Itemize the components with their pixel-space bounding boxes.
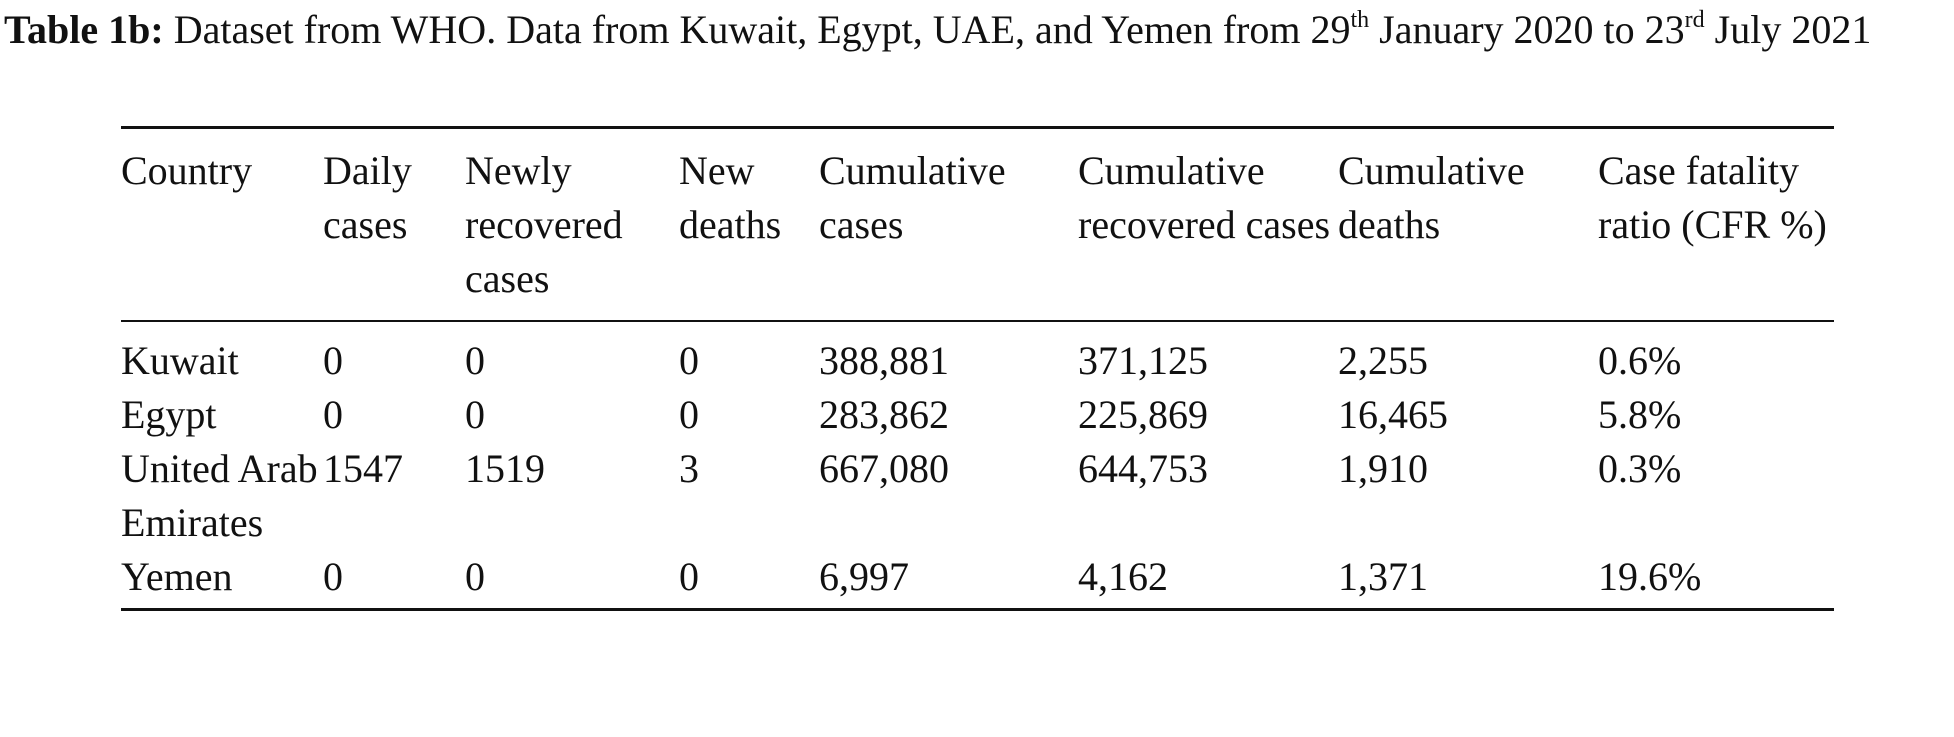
caption-text: Dataset from WHO. Data from Kuwait, Egypt, UAE, and Yemen from 29 xyxy=(163,7,1351,52)
table-cell: Egypt xyxy=(121,392,217,437)
table-cell: 0.3% xyxy=(1598,446,1682,491)
table-cell: 0.6% xyxy=(1598,338,1682,383)
column-header: Country xyxy=(121,148,253,193)
column-header: Cumulative deaths xyxy=(1338,148,1525,247)
table-cell: 16,465 xyxy=(1338,392,1448,437)
table-row xyxy=(121,321,1834,388)
table-cell: 1547 xyxy=(323,446,403,491)
data-table xyxy=(121,126,1834,611)
column-header: Case fatality ratio (CFR %) xyxy=(1598,148,1827,247)
table-cell: 1,371 xyxy=(1338,554,1428,599)
table-cell: 4,162 xyxy=(1078,554,1168,599)
column-header: New deaths xyxy=(679,148,782,247)
table-container xyxy=(121,126,1834,611)
table-cell: 0 xyxy=(465,554,485,599)
table-cell: 19.6% xyxy=(1598,554,1702,599)
table-cell: 3 xyxy=(679,446,699,491)
table-cell: 6,997 xyxy=(819,554,909,599)
table-cell: 0 xyxy=(465,338,485,383)
table-cell: 0 xyxy=(323,554,343,599)
table-cell: 283,862 xyxy=(819,392,949,437)
column-header: Newly recovered cases xyxy=(465,148,623,301)
table-cell: 667,080 xyxy=(819,446,949,491)
table-cell: 1519 xyxy=(465,446,545,491)
table-cell: United Arab Emirates xyxy=(121,446,318,545)
table-cell: 388,881 xyxy=(819,338,949,383)
caption-text: January 2020 to 23 xyxy=(1369,7,1685,52)
table-row xyxy=(121,442,1834,550)
column-header: Cumulative cases xyxy=(819,148,1006,247)
table-cell: 0 xyxy=(679,392,699,437)
table-row xyxy=(121,550,1834,610)
table-cell: Kuwait xyxy=(121,338,239,383)
table-cell: 5.8% xyxy=(1598,392,1682,437)
table-cell: 0 xyxy=(679,338,699,383)
table-cell: 0 xyxy=(465,392,485,437)
caption-superscript: rd xyxy=(1684,6,1705,33)
caption-label: Table 1b: xyxy=(4,7,164,52)
table-cell: 371,125 xyxy=(1078,338,1208,383)
table-cell: 0 xyxy=(323,392,343,437)
table-row xyxy=(121,388,1834,442)
column-header: Cumulative recovered cases xyxy=(1078,148,1331,247)
table-cell: 225,869 xyxy=(1078,392,1208,437)
table-cell: 0 xyxy=(679,554,699,599)
table-cell: 1,910 xyxy=(1338,446,1428,491)
column-header: Daily cases xyxy=(323,148,412,247)
table-cell: 2,255 xyxy=(1338,338,1428,383)
caption-text: July 2021 xyxy=(1704,7,1872,52)
table-cell: 644,753 xyxy=(1078,446,1208,491)
table-cell: 0 xyxy=(323,338,343,383)
table-cell: Yemen xyxy=(121,554,233,599)
caption-superscript: th xyxy=(1350,6,1370,33)
table-caption xyxy=(4,2,1950,58)
header-row xyxy=(121,128,1834,322)
